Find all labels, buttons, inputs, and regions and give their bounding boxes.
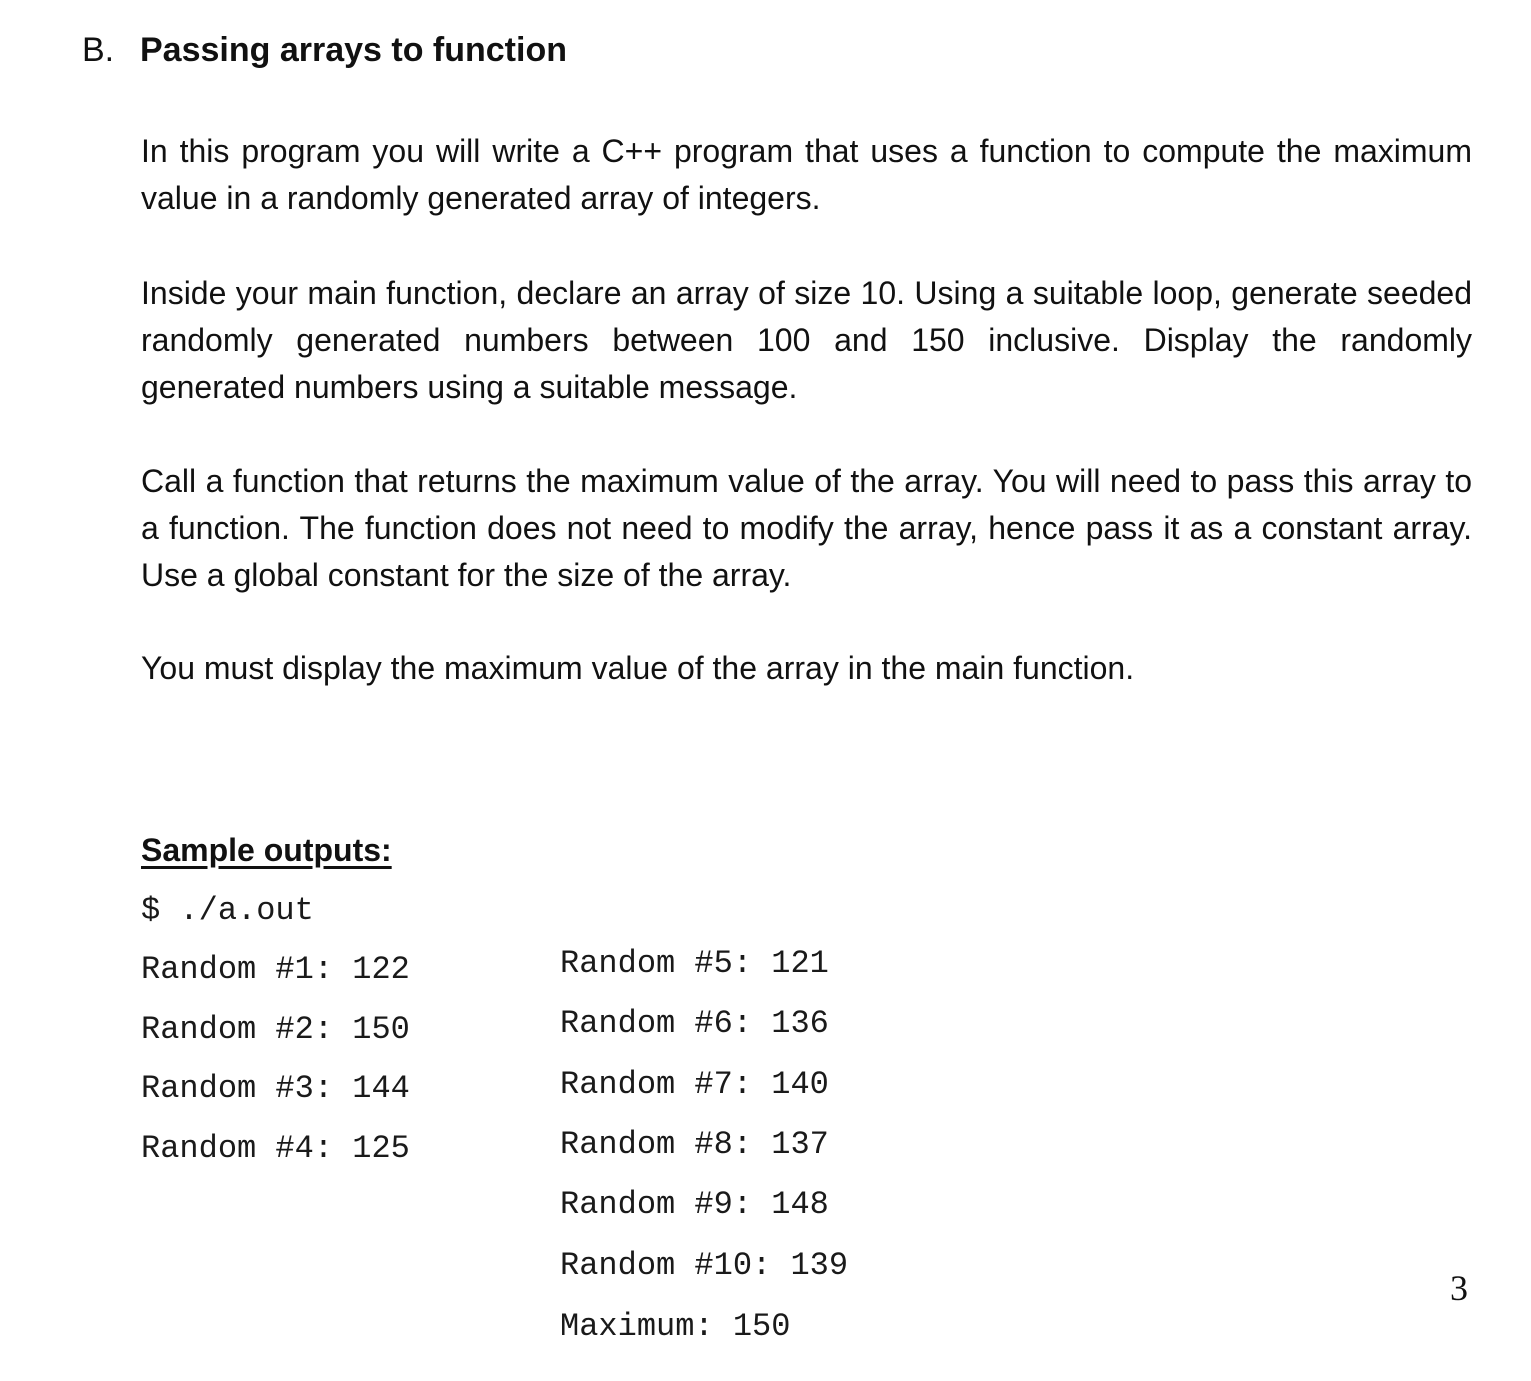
output-line-random-2: Random #2: 150 <box>141 1011 410 1048</box>
paragraph-display-max: You must display the maximum value of the array in the main function. <box>141 650 1135 686</box>
page-number: 3 <box>1450 1268 1468 1308</box>
section-heading <box>82 30 567 70</box>
section-title: Passing arrays to function <box>140 31 567 69</box>
sample-outputs-heading: Sample outputs: <box>141 832 392 868</box>
output-line-random-7: Random #7: 140 <box>560 1066 829 1103</box>
paragraph-main-function: Inside your main function, declare an array of size 10. Using a suitable loop, generate seeded randomly generated numbers between 100 and 150 inclusive. Display the randomly generated numbers using a suitable message. <box>141 275 1472 405</box>
output-line-random-4: Random #4: 125 <box>141 1130 410 1167</box>
paragraph-max-function: Call a function that returns the maximum value of the array. You will need to pass this array to a function. The function does not need to modify the array, hence pass it as a constant array. Use a global constant for the size of the array. <box>141 463 1472 593</box>
output-line-random-1: Random #1: 122 <box>141 951 410 988</box>
sample-command: $ ./a.out <box>141 892 314 929</box>
output-line-random-6: Random #6: 136 <box>560 1005 829 1042</box>
output-line-random-10: Random #10: 139 <box>560 1247 849 1284</box>
output-line-random-5: Random #5: 121 <box>560 945 829 982</box>
section-letter: B. <box>82 31 115 69</box>
paragraph-intro: In this program you will write a C++ program that uses a function to compute the maximum value in a randomly generated array of integers. <box>141 133 1472 216</box>
output-line-maximum: Maximum: 150 <box>560 1308 791 1345</box>
output-line-random-3: Random #3: 144 <box>141 1070 410 1107</box>
output-line-random-8: Random #8: 137 <box>560 1126 829 1163</box>
output-line-random-9: Random #9: 148 <box>560 1186 829 1223</box>
